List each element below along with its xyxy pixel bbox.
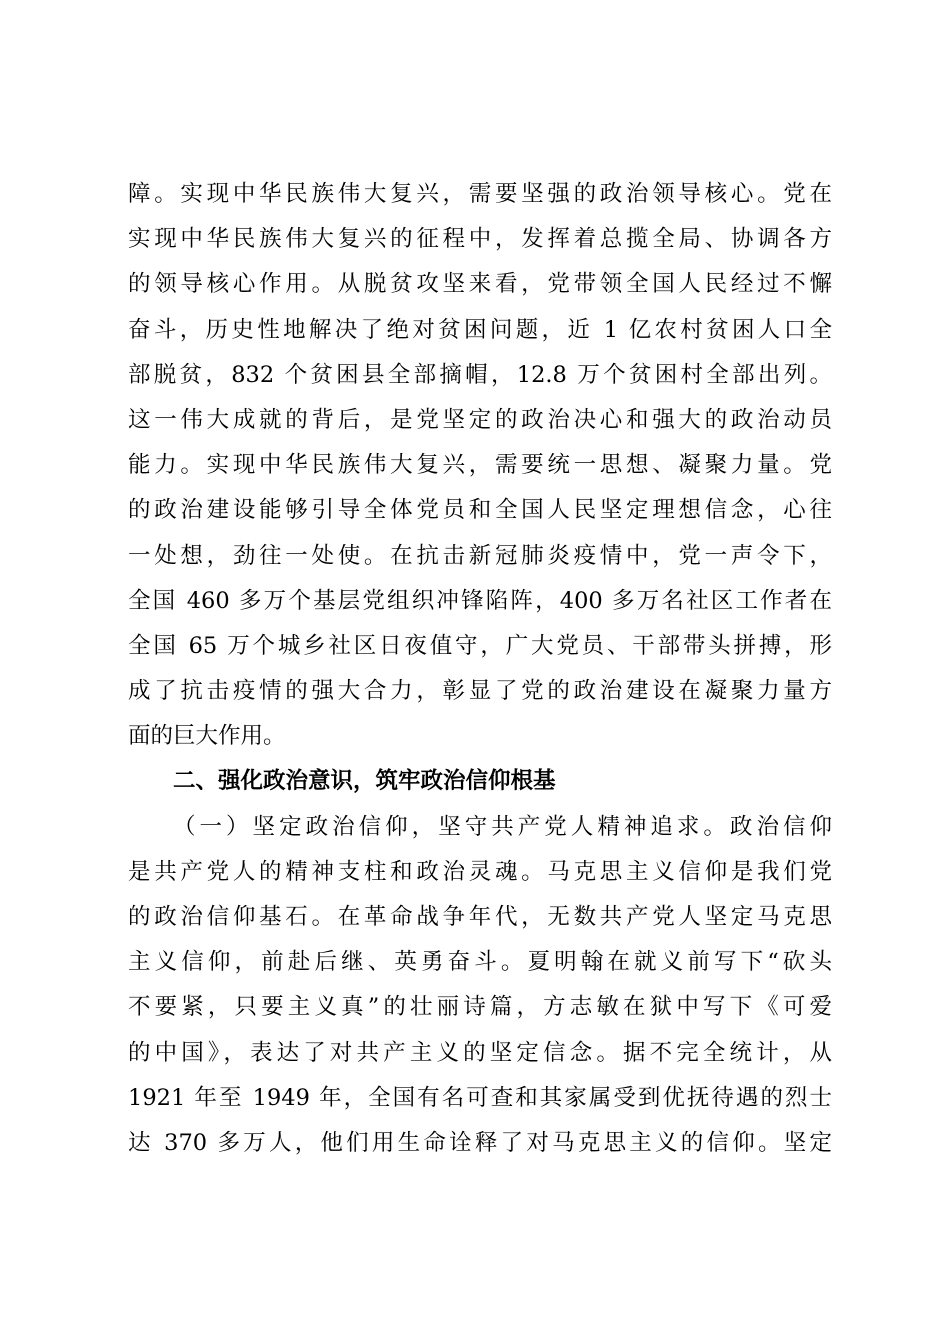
section-heading: 二、强化政治意识，筑牢政治信仰根基 [173, 768, 556, 795]
document-body [128, 172, 832, 1166]
text-line: （一）坚定政治信仰，坚守共产党人精神追求。政治信仰 [173, 813, 832, 840]
text-line: 一处想，劲往一处使。在抗击新冠肺炎疫情中，党一声令下， [128, 542, 832, 569]
text-line: 是共产党人的精神支柱和政治灵魂。马克思主义信仰是我们党 [128, 858, 832, 885]
text-line: 成了抗击疫情的强大合力，彰显了党的政治建设在凝聚力量方 [128, 678, 832, 705]
text-line: 全国 460 多万个基层党组织冲锋陷阵，400 多万名社区工作者在 [128, 587, 832, 614]
text-line: 全国 65 万个城乡社区日夜值守，广大党员、干部带头拼搏，形 [128, 632, 832, 659]
text-line: 能力。实现中华民族伟大复兴，需要统一思想、凝聚力量。党 [128, 452, 832, 479]
text-line: 达 370 多万人，他们用生命诠释了对马克思主义的信仰。坚定 [128, 1129, 832, 1156]
text-line: 奋斗，历史性地解决了绝对贫困问题，近 1 亿农村贫困人口全 [128, 316, 832, 343]
text-line: 这一伟大成就的背后，是党坚定的政治决心和强大的政治动员 [128, 406, 832, 433]
paragraph-2 [128, 805, 832, 1167]
text-line: 的领导核心作用。从脱贫攻坚来看，党带领全国人民经过不懈 [128, 271, 832, 298]
text-line: 的政治建设能够引导全体党员和全国人民坚定理想信念，心往 [128, 497, 832, 524]
text-line: 实现中华民族伟大复兴的征程中，发挥着总揽全局、协调各方 [128, 226, 832, 253]
text-line: 的政治信仰基石。在革命战争年代，无数共产党人坚定马克思 [128, 904, 832, 930]
text-line: 的中国》，表达了对共产主义的坚定信念。据不完全统计，从 [128, 1039, 832, 1066]
text-line: 不要紧，只要主义真”的壮丽诗篇，方志敏在狱中写下《可爱 [128, 994, 832, 1021]
text-line: 1921 年至 1949 年，全国有名可查和其家属受到优抚待遇的烈士 [128, 1084, 832, 1111]
text-line: 面的巨大作用。 [128, 723, 286, 750]
text-line: 障。实现中华民族伟大复兴，需要坚强的政治领导核心。党在 [128, 181, 832, 207]
paragraph-1 [128, 172, 832, 759]
text-line: 主义信仰，前赴后继、英勇奋斗。夏明翰在就义前写下“砍头 [128, 949, 832, 976]
text-line: 部脱贫，832 个贫困县全部摘帽，12.8 万个贫困村全部出列。 [128, 361, 832, 388]
